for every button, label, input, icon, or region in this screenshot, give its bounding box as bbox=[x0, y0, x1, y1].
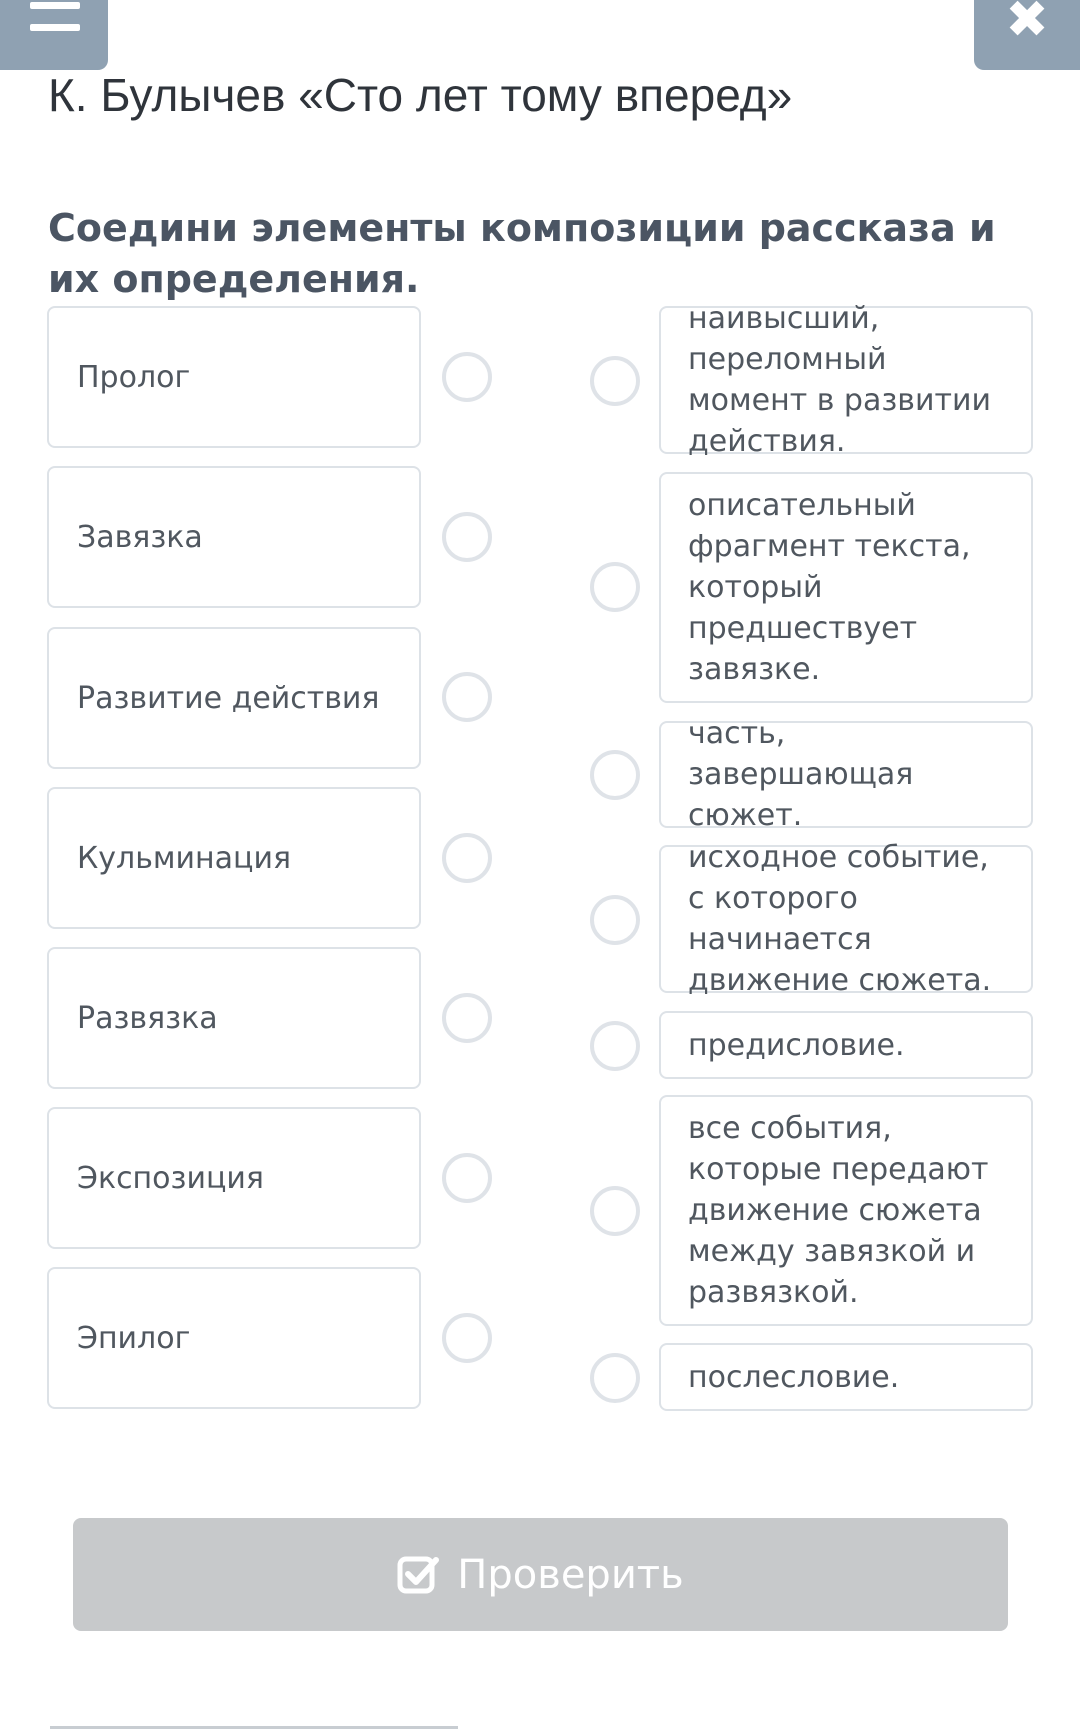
left-item-zavyazka[interactable] bbox=[47, 466, 421, 608]
left-item-ekspoziciya[interactable] bbox=[47, 1107, 421, 1249]
left-item-kulminaciya[interactable] bbox=[47, 787, 421, 929]
right-item-razvitie-def[interactable] bbox=[659, 1095, 1033, 1326]
right-item-prolog-def[interactable] bbox=[659, 1011, 1033, 1079]
left-item-prolog[interactable] bbox=[47, 306, 421, 448]
right-connector-radio[interactable] bbox=[590, 895, 640, 945]
right-item-label: наивысший, переломный момент в развитии действия. bbox=[688, 301, 991, 459]
close-button[interactable] bbox=[974, 0, 1080, 70]
checkbox-check-icon bbox=[397, 1554, 439, 1596]
right-connector-radio[interactable] bbox=[590, 562, 640, 612]
right-connector-radio[interactable] bbox=[590, 1353, 640, 1403]
left-connector-radio[interactable] bbox=[442, 833, 492, 883]
right-connector-radio[interactable] bbox=[590, 1021, 640, 1071]
left-connector-radio[interactable] bbox=[442, 993, 492, 1043]
left-connector-radio[interactable] bbox=[442, 512, 492, 562]
page-title: К. Булычев «Сто лет тому вперед» bbox=[48, 69, 793, 121]
right-item-label: все события, которые передают движение сюжета между завязкой и развязкой. bbox=[688, 1111, 989, 1310]
check-button-label: Проверить bbox=[457, 1551, 684, 1598]
check-button[interactable] bbox=[73, 1518, 1008, 1631]
left-item-label: Развитие действия bbox=[77, 680, 380, 716]
right-item-razvyazka-def[interactable] bbox=[659, 716, 1033, 833]
right-item-label: исходное событие, с которого начинается движение сюжета. bbox=[688, 840, 992, 998]
left-item-label: Кульминация bbox=[77, 840, 291, 876]
left-item-razvyazka[interactable] bbox=[47, 947, 421, 1089]
close-icon: ✖ bbox=[1005, 0, 1049, 50]
right-item-label: послесловие. bbox=[688, 1359, 900, 1395]
question-text: Соедини элементы композиции рассказа и их определения. bbox=[48, 206, 996, 301]
right-item-zavyazka-def[interactable] bbox=[659, 840, 1033, 998]
left-item-label: Эпилог bbox=[77, 1320, 191, 1356]
right-item-ekspoziciya-def[interactable] bbox=[659, 472, 1033, 703]
right-item-label: часть, завершающая сюжет. bbox=[688, 716, 914, 833]
right-item-epilog-def[interactable] bbox=[659, 1343, 1033, 1411]
left-item-label: Пролог bbox=[77, 359, 191, 395]
right-item-label: предисловие. bbox=[688, 1027, 905, 1063]
left-item-label: Экспозиция bbox=[77, 1160, 264, 1196]
left-item-label: Завязка bbox=[77, 519, 203, 555]
left-connector-radio[interactable] bbox=[442, 352, 492, 402]
right-item-kulminaciya-def[interactable] bbox=[659, 301, 1033, 459]
left-connector-radio[interactable] bbox=[442, 1153, 492, 1203]
left-connector-radio[interactable] bbox=[442, 1313, 492, 1363]
right-connector-radio[interactable] bbox=[590, 356, 640, 406]
right-connector-radio[interactable] bbox=[590, 750, 640, 800]
menu-button[interactable] bbox=[0, 0, 108, 70]
right-connector-radio[interactable] bbox=[590, 1186, 640, 1236]
left-item-razvitie[interactable] bbox=[47, 627, 421, 769]
right-item-label: описательный фрагмент текста, который предшествует завязке. bbox=[688, 488, 971, 687]
left-item-epilog[interactable] bbox=[47, 1267, 421, 1409]
left-connector-radio[interactable] bbox=[442, 672, 492, 722]
left-item-label: Развязка bbox=[77, 1000, 218, 1036]
